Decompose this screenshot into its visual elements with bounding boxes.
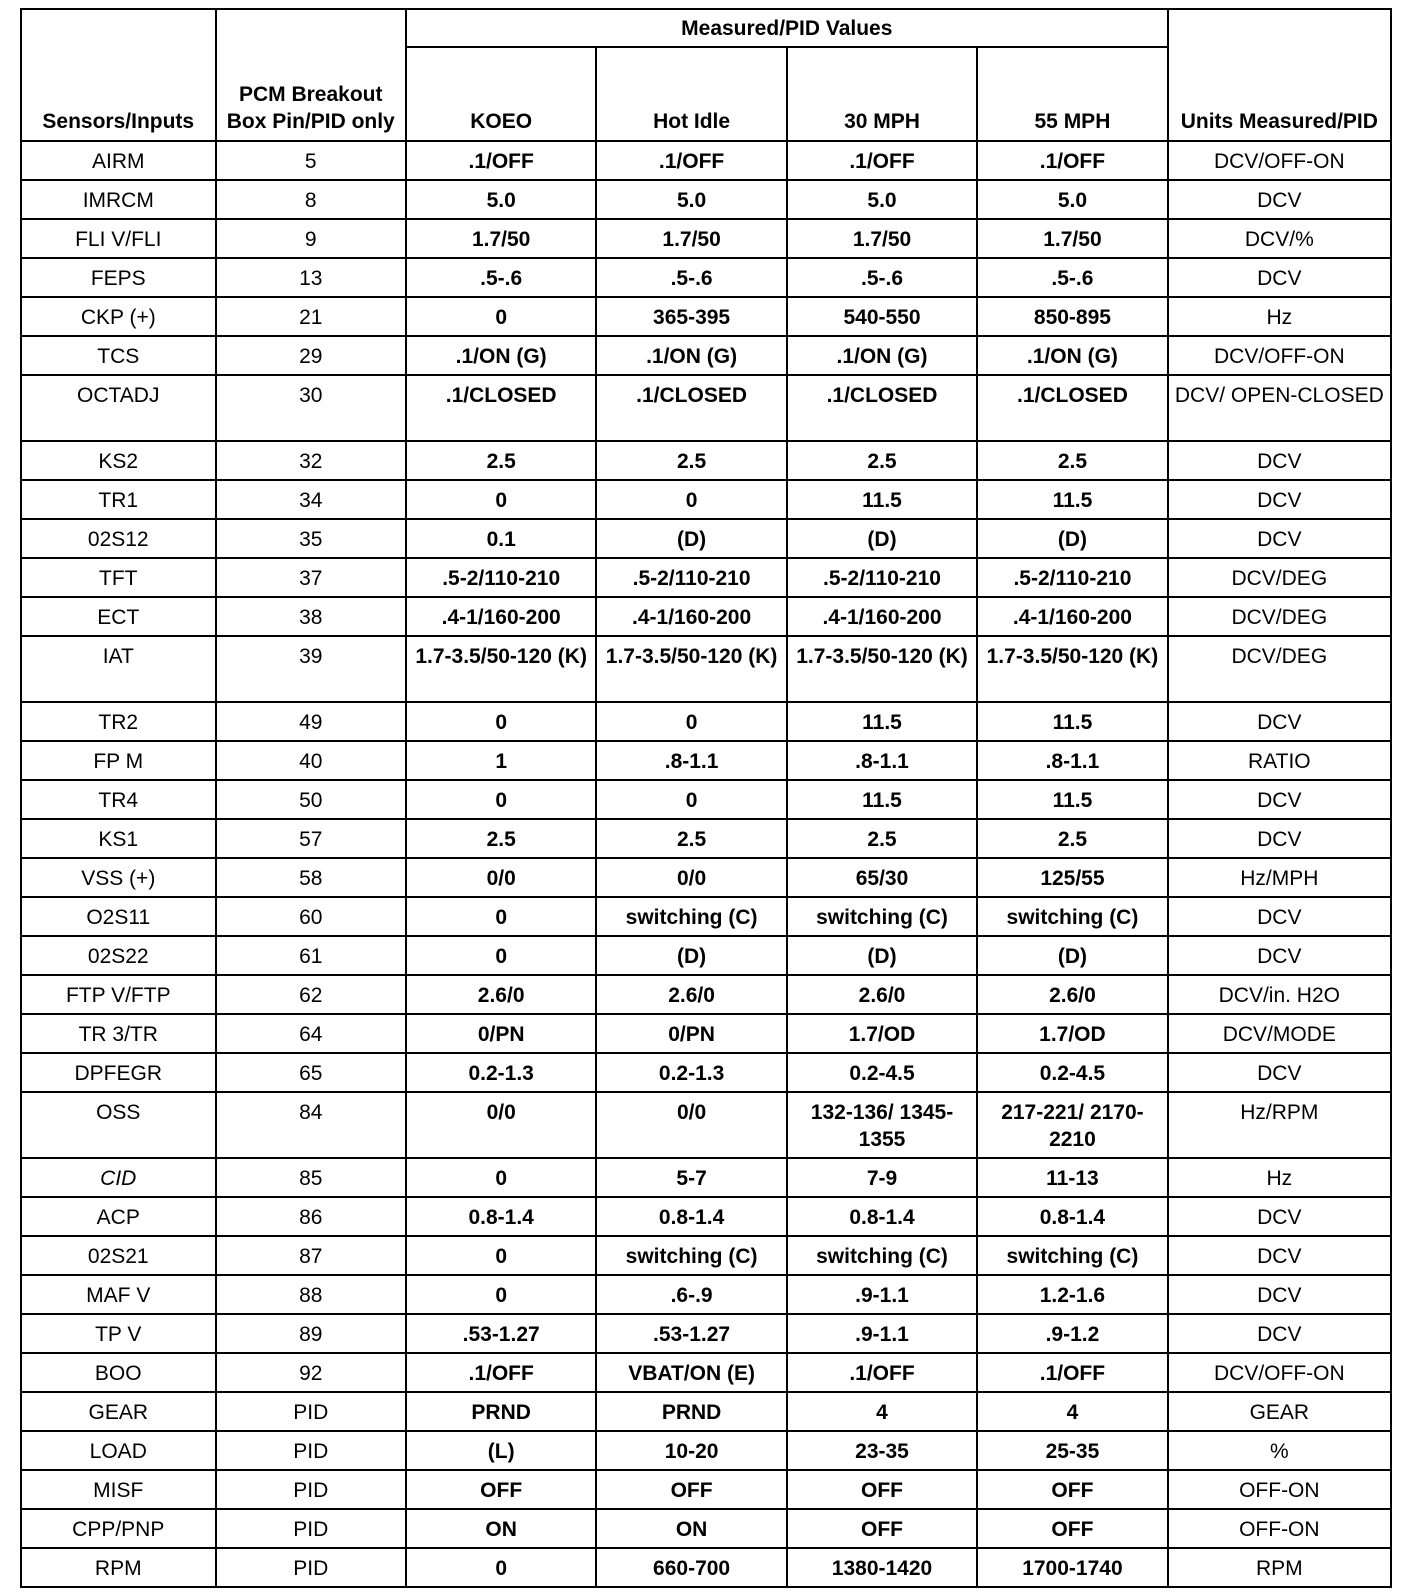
mph55-cell: (D) [977,936,1167,975]
mph30-cell: OFF [787,1470,977,1509]
mph30-cell: 11.5 [787,480,977,519]
table-row [21,219,1391,258]
mph55-cell: .1/OFF [977,1353,1167,1392]
header-measured-group: Measured/PID Values [406,9,1168,47]
hot-idle-cell: .1/CLOSED [596,375,786,441]
mph55-cell: 217-221/ 2170-2210 [977,1092,1167,1158]
hot-idle-cell: 0/0 [596,858,786,897]
koeo-cell: 0/PN [406,1014,596,1053]
mph30-cell: 11.5 [787,780,977,819]
koeo-cell: 0 [406,1158,596,1197]
header-sensors: Sensors/Inputs [21,9,216,141]
sensor-cell: OSS [21,1092,216,1158]
units-cell: DCV/DEG [1168,597,1391,636]
units-cell: DCV/OFF-ON [1168,141,1391,180]
koeo-cell: .1/OFF [406,141,596,180]
mph55-cell: .5-2/110-210 [977,558,1167,597]
hot-idle-cell: switching (C) [596,1236,786,1275]
sensor-cell: TP V [21,1314,216,1353]
mph30-cell: .1/OFF [787,1353,977,1392]
sensor-cell: 02S22 [21,936,216,975]
units-cell: DCV [1168,936,1391,975]
table-row [21,336,1391,375]
koeo-cell: .1/CLOSED [406,375,596,441]
table-row [21,297,1391,336]
koeo-cell: 2.5 [406,441,596,480]
koeo-cell: .1/ON (G) [406,336,596,375]
table-row [21,1548,1391,1587]
hot-idle-cell: 2.5 [596,819,786,858]
pin-cell: 88 [216,1275,406,1314]
sensor-cell: TFT [21,558,216,597]
mph55-cell: (D) [977,519,1167,558]
mph55-cell: OFF [977,1509,1167,1548]
pin-cell: 13 [216,258,406,297]
mph55-cell: 1.7-3.5/50-120 (K) [977,636,1167,702]
mph55-cell: .1/ON (G) [977,336,1167,375]
header-hot-idle: Hot Idle [596,47,786,141]
hot-idle-cell: 5.0 [596,180,786,219]
mph55-cell: 11-13 [977,1158,1167,1197]
hot-idle-cell: 660-700 [596,1548,786,1587]
pin-cell: 89 [216,1314,406,1353]
pin-cell: 60 [216,897,406,936]
koeo-cell: 2.5 [406,819,596,858]
koeo-cell: 5.0 [406,180,596,219]
mph30-cell: switching (C) [787,1236,977,1275]
units-cell: Hz [1168,297,1391,336]
table-row [21,1014,1391,1053]
sensor-cell: LOAD [21,1431,216,1470]
hot-idle-cell: .53-1.27 [596,1314,786,1353]
hot-idle-cell: OFF [596,1470,786,1509]
mph30-cell: 0.8-1.4 [787,1197,977,1236]
sensor-cell: IAT [21,636,216,702]
sensor-cell: CID [21,1158,216,1197]
hot-idle-cell: 5-7 [596,1158,786,1197]
sensor-cell: RPM [21,1548,216,1587]
units-cell: DCV [1168,480,1391,519]
sensor-cell: KS2 [21,441,216,480]
mph55-cell: .5-.6 [977,258,1167,297]
koeo-cell: 0 [406,780,596,819]
hot-idle-cell: (D) [596,936,786,975]
pin-cell: 21 [216,297,406,336]
table-row [21,1236,1391,1275]
hot-idle-cell: VBAT/ON (E) [596,1353,786,1392]
header-units: Units Measured/PID [1168,9,1391,141]
pin-cell: PID [216,1509,406,1548]
koeo-cell: 0 [406,1548,596,1587]
table-row [21,141,1391,180]
mph30-cell: .1/ON (G) [787,336,977,375]
pin-cell: 84 [216,1092,406,1158]
mph30-cell: .5-2/110-210 [787,558,977,597]
pid-values-sheet [20,8,1392,1588]
mph30-cell: 1.7/50 [787,219,977,258]
mph55-cell: switching (C) [977,1236,1167,1275]
mph30-cell: .1/OFF [787,141,977,180]
header-30-mph: 30 MPH [787,47,977,141]
koeo-cell: 0 [406,936,596,975]
koeo-cell: 0.1 [406,519,596,558]
sensor-cell: OCTADJ [21,375,216,441]
table-row [21,1053,1391,1092]
mph30-cell: 1.7-3.5/50-120 (K) [787,636,977,702]
hot-idle-cell: .5-2/110-210 [596,558,786,597]
mph55-cell: 0.8-1.4 [977,1197,1167,1236]
sensor-cell: CKP (+) [21,297,216,336]
table-row [21,1431,1391,1470]
sensor-cell: VSS (+) [21,858,216,897]
units-cell: Hz [1168,1158,1391,1197]
table-body [21,141,1391,1587]
koeo-cell: .5-2/110-210 [406,558,596,597]
mph55-cell: .4-1/160-200 [977,597,1167,636]
table-row [21,258,1391,297]
mph55-cell: 1.7/OD [977,1014,1167,1053]
sensor-cell: IMRCM [21,180,216,219]
units-cell: RPM [1168,1548,1391,1587]
koeo-cell: PRND [406,1392,596,1431]
sensor-cell: 02S21 [21,1236,216,1275]
table-row [21,636,1391,702]
koeo-cell: ON [406,1509,596,1548]
hot-idle-cell: 10-20 [596,1431,786,1470]
mph55-cell: 4 [977,1392,1167,1431]
sensor-cell: ACP [21,1197,216,1236]
pin-cell: 40 [216,741,406,780]
koeo-cell: 0 [406,1275,596,1314]
pin-cell: 87 [216,1236,406,1275]
pin-cell: 30 [216,375,406,441]
units-cell: GEAR [1168,1392,1391,1431]
units-cell: DCV [1168,780,1391,819]
mph55-cell: .8-1.1 [977,741,1167,780]
sensor-cell: GEAR [21,1392,216,1431]
koeo-cell: 0 [406,897,596,936]
units-cell: RATIO [1168,741,1391,780]
koeo-cell: 0 [406,480,596,519]
hot-idle-cell: PRND [596,1392,786,1431]
units-cell: DCV/MODE [1168,1014,1391,1053]
units-cell: DCV [1168,258,1391,297]
hot-idle-cell: .4-1/160-200 [596,597,786,636]
units-cell: % [1168,1431,1391,1470]
mph30-cell: 1380-1420 [787,1548,977,1587]
units-cell: DCV [1168,180,1391,219]
mph55-cell: OFF [977,1470,1167,1509]
koeo-cell: .4-1/160-200 [406,597,596,636]
koeo-cell: .53-1.27 [406,1314,596,1353]
units-cell: DCV [1168,1197,1391,1236]
units-cell: DCV [1168,441,1391,480]
table-row [21,1353,1391,1392]
hot-idle-cell: 0/PN [596,1014,786,1053]
table-row [21,1470,1391,1509]
mph30-cell: switching (C) [787,897,977,936]
mph30-cell: .8-1.1 [787,741,977,780]
mph30-cell: (D) [787,936,977,975]
pin-cell: 65 [216,1053,406,1092]
pin-cell: 5 [216,141,406,180]
hot-idle-cell: 0 [596,780,786,819]
pin-cell: 8 [216,180,406,219]
mph55-cell: 25-35 [977,1431,1167,1470]
units-cell: DCV [1168,1236,1391,1275]
koeo-cell: 0 [406,1236,596,1275]
pin-cell: 64 [216,1014,406,1053]
hot-idle-cell: 0 [596,702,786,741]
sensor-cell: CPP/PNP [21,1509,216,1548]
hot-idle-cell: switching (C) [596,897,786,936]
mph55-cell: 850-895 [977,297,1167,336]
header-55-mph: 55 MPH [977,47,1167,141]
hot-idle-cell: 2.5 [596,441,786,480]
table-row [21,1092,1391,1158]
sensor-cell: FTP V/FTP [21,975,216,1014]
table-row [21,780,1391,819]
pin-cell: PID [216,1470,406,1509]
mph55-cell: 11.5 [977,480,1167,519]
table-row [21,897,1391,936]
koeo-cell: 0 [406,702,596,741]
table-row [21,1158,1391,1197]
koeo-cell: 1.7/50 [406,219,596,258]
units-cell: DCV [1168,1314,1391,1353]
hot-idle-cell: .8-1.1 [596,741,786,780]
mph30-cell: .9-1.1 [787,1314,977,1353]
hot-idle-cell: 0 [596,480,786,519]
pin-cell: 35 [216,519,406,558]
pin-cell: 49 [216,702,406,741]
mph30-cell: 5.0 [787,180,977,219]
sensor-cell: FLI V/FLI [21,219,216,258]
hot-idle-cell: 0/0 [596,1092,786,1158]
header-pin: PCM Breakout Box Pin/PID only [216,9,406,141]
mph55-cell: 11.5 [977,780,1167,819]
hot-idle-cell: ON [596,1509,786,1548]
hot-idle-cell: .6-.9 [596,1275,786,1314]
mph55-cell: .1/CLOSED [977,375,1167,441]
mph55-cell: 2.6/0 [977,975,1167,1014]
mph30-cell: 65/30 [787,858,977,897]
koeo-cell: 1 [406,741,596,780]
mph30-cell: OFF [787,1509,977,1548]
koeo-cell: 1.7-3.5/50-120 (K) [406,636,596,702]
table-row [21,558,1391,597]
table-row [21,936,1391,975]
hot-idle-cell: (D) [596,519,786,558]
mph55-cell: .9-1.2 [977,1314,1167,1353]
table-row [21,519,1391,558]
sensor-cell: FEPS [21,258,216,297]
hot-idle-cell: .1/ON (G) [596,336,786,375]
pin-cell: 85 [216,1158,406,1197]
sensor-cell: TR1 [21,480,216,519]
table-row [21,480,1391,519]
mph55-cell: 11.5 [977,702,1167,741]
koeo-cell: 0/0 [406,858,596,897]
pin-cell: PID [216,1392,406,1431]
table-row [21,1275,1391,1314]
mph30-cell: 2.5 [787,441,977,480]
pid-values-table [20,8,1392,1588]
hot-idle-cell: 1.7/50 [596,219,786,258]
mph30-cell: 2.6/0 [787,975,977,1014]
units-cell: DCV/in. H2O [1168,975,1391,1014]
mph55-cell: 2.5 [977,819,1167,858]
sensor-cell: BOO [21,1353,216,1392]
table-row [21,1509,1391,1548]
pin-cell: 38 [216,597,406,636]
table-row [21,858,1391,897]
mph30-cell: 23-35 [787,1431,977,1470]
units-cell: DCV/OFF-ON [1168,1353,1391,1392]
table-row [21,597,1391,636]
units-cell: OFF-ON [1168,1509,1391,1548]
units-cell: Hz/RPM [1168,1092,1391,1158]
table-row [21,741,1391,780]
hot-idle-cell: 0.2-1.3 [596,1053,786,1092]
table-row [21,819,1391,858]
sensor-cell: ECT [21,597,216,636]
pin-cell: 9 [216,219,406,258]
pin-cell: 32 [216,441,406,480]
pin-cell: 37 [216,558,406,597]
units-cell: DCV/OFF-ON [1168,336,1391,375]
table-row [21,702,1391,741]
mph30-cell: 7-9 [787,1158,977,1197]
table-row [21,375,1391,441]
mph55-cell: 5.0 [977,180,1167,219]
koeo-cell: 0.8-1.4 [406,1197,596,1236]
mph30-cell: 4 [787,1392,977,1431]
koeo-cell: .1/OFF [406,1353,596,1392]
koeo-cell: 0/0 [406,1092,596,1158]
mph30-cell: .9-1.1 [787,1275,977,1314]
hot-idle-cell: 365-395 [596,297,786,336]
mph55-cell: 0.2-4.5 [977,1053,1167,1092]
units-cell: DCV [1168,519,1391,558]
sensor-cell: 02S12 [21,519,216,558]
pin-cell: PID [216,1431,406,1470]
units-cell: DCV/ OPEN-CLOSED [1168,375,1391,441]
mph30-cell: .1/CLOSED [787,375,977,441]
units-cell: OFF-ON [1168,1470,1391,1509]
mph55-cell: 1700-1740 [977,1548,1167,1587]
pin-cell: 58 [216,858,406,897]
table-row [21,180,1391,219]
sensor-cell: MISF [21,1470,216,1509]
sensor-cell: KS1 [21,819,216,858]
units-cell: Hz/MPH [1168,858,1391,897]
koeo-cell: 2.6/0 [406,975,596,1014]
units-cell: DCV [1168,1053,1391,1092]
units-cell: DCV/DEG [1168,558,1391,597]
sensor-cell: DPFEGR [21,1053,216,1092]
pin-cell: 61 [216,936,406,975]
hot-idle-cell: 2.6/0 [596,975,786,1014]
units-cell: DCV [1168,702,1391,741]
pin-cell: 92 [216,1353,406,1392]
pin-cell: 39 [216,636,406,702]
sensor-cell: TCS [21,336,216,375]
units-cell: DCV/DEG [1168,636,1391,702]
hot-idle-cell: 0.8-1.4 [596,1197,786,1236]
mph55-cell: 1.7/50 [977,219,1167,258]
mph55-cell: 1.2-1.6 [977,1275,1167,1314]
table-row [21,1314,1391,1353]
table-row [21,1197,1391,1236]
hot-idle-cell: .1/OFF [596,141,786,180]
mph55-cell: switching (C) [977,897,1167,936]
sensor-cell: MAF V [21,1275,216,1314]
mph30-cell: 540-550 [787,297,977,336]
koeo-cell: 0 [406,297,596,336]
koeo-cell: 0.2-1.3 [406,1053,596,1092]
mph30-cell: 132-136/ 1345-1355 [787,1092,977,1158]
koeo-cell: .5-.6 [406,258,596,297]
header-koeo: KOEO [406,47,596,141]
sensor-cell: TR4 [21,780,216,819]
mph55-cell: 125/55 [977,858,1167,897]
table-row [21,1392,1391,1431]
mph30-cell: .4-1/160-200 [787,597,977,636]
units-cell: DCV/% [1168,219,1391,258]
hot-idle-cell: 1.7-3.5/50-120 (K) [596,636,786,702]
units-cell: DCV [1168,897,1391,936]
sensor-cell: TR2 [21,702,216,741]
mph30-cell: 2.5 [787,819,977,858]
mph30-cell: 1.7/OD [787,1014,977,1053]
hot-idle-cell: .5-.6 [596,258,786,297]
mph30-cell: .5-.6 [787,258,977,297]
pin-cell: 50 [216,780,406,819]
pin-cell: 86 [216,1197,406,1236]
koeo-cell: (L) [406,1431,596,1470]
pin-cell: 29 [216,336,406,375]
pin-cell: 62 [216,975,406,1014]
koeo-cell: OFF [406,1470,596,1509]
pin-cell: PID [216,1548,406,1587]
units-cell: DCV [1168,1275,1391,1314]
mph30-cell: 11.5 [787,702,977,741]
sensor-cell: AIRM [21,141,216,180]
sensor-cell: FP M [21,741,216,780]
sensor-cell: TR 3/TR [21,1014,216,1053]
table-row [21,441,1391,480]
mph30-cell: 0.2-4.5 [787,1053,977,1092]
pin-cell: 57 [216,819,406,858]
pin-cell: 34 [216,480,406,519]
units-cell: DCV [1168,819,1391,858]
mph55-cell: 2.5 [977,441,1167,480]
mph55-cell: .1/OFF [977,141,1167,180]
sensor-cell: O2S11 [21,897,216,936]
table-row [21,975,1391,1014]
mph30-cell: (D) [787,519,977,558]
